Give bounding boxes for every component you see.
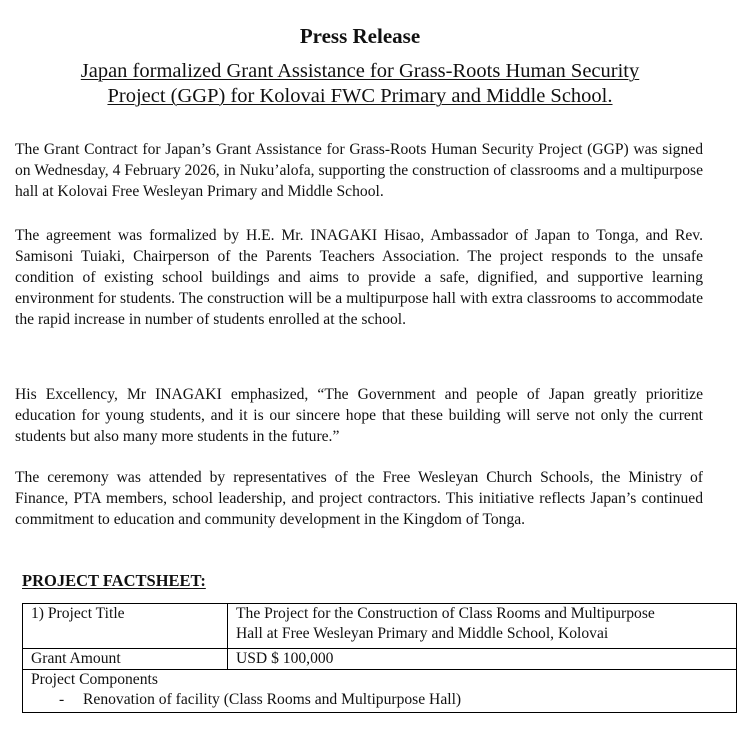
paragraph-agreement: The agreement was formalized by H.E. Mr. INAGAKI Hisao, Ambassador of Japan to Tonga, and Rev. Samisoni Tuiaki, Chairperson of the Parents Teachers Association. The project responds to the unsafe condition of existing school buildings and aims to provide a safe, dignified, and supportive learning environment for students. The construction will be a multipurpose hall with extra classrooms to accommodate the rapid increase in number of students enrolled at the school.: [15, 227, 703, 328]
table-row: [23, 670, 737, 713]
table-row: [23, 604, 737, 649]
headline: [0, 59, 720, 109]
project-title-value-line-2: Hall at Free Wesleyan Primary and Middle School, Kolovai: [236, 625, 609, 642]
project-components-cell: [23, 670, 737, 713]
project-title-value-line-1: The Project for the Construction of Class Rooms and Multipurpose: [236, 605, 655, 622]
component-text: Renovation of facility (Class Rooms and Multipurpose Hall): [83, 691, 462, 708]
paragraph-ambassador-quote: His Excellency, Mr INAGAKI emphasized, “The Government and people of Japan greatly prioritize education for young students, and it is our sincere hope that these building will serve not only the current students but also many more students in the future.”: [15, 386, 703, 445]
factsheet-heading: PROJECT FACTSHEET:: [22, 571, 206, 590]
headline-line-1: Japan formalized Grant Assistance for Grass-Roots Human Security: [80, 60, 640, 82]
headline-line-2: Project (GGP) for Kolovai FWC Primary and Middle School.: [107, 85, 613, 107]
page-title: Press Release: [299, 24, 421, 48]
paragraph-ceremony: The ceremony was attended by representatives of the Free Wesleyan Church Schools, the Ministry of Finance, PTA members, school leadership, and project contractors. This initiative reflects Japan’s continued commitment to education and community development in the Kingdom of Tonga.: [15, 469, 703, 528]
factsheet-table: [22, 603, 737, 713]
project-title-label: 1) Project Title: [23, 604, 228, 649]
grant-amount-value: USD $ 100,000: [228, 649, 737, 670]
list-bullet: -: [59, 691, 65, 708]
project-title-value: [228, 604, 737, 649]
paragraph-contract-signing: The Grant Contract for Japan’s Grant Assistance for Grass-Roots Human Security Project (GGP) was signed on Wednesday, 4 February 2026, in Nuku’alofa, supporting the construction of classrooms and a multipurpose hall at Kolovai Free Wesleyan Primary and Middle School.: [15, 141, 703, 200]
table-row: [23, 649, 737, 670]
project-components-label: Project Components: [31, 671, 158, 688]
list-item: [31, 690, 728, 710]
grant-amount-label: Grant Amount: [23, 649, 228, 670]
